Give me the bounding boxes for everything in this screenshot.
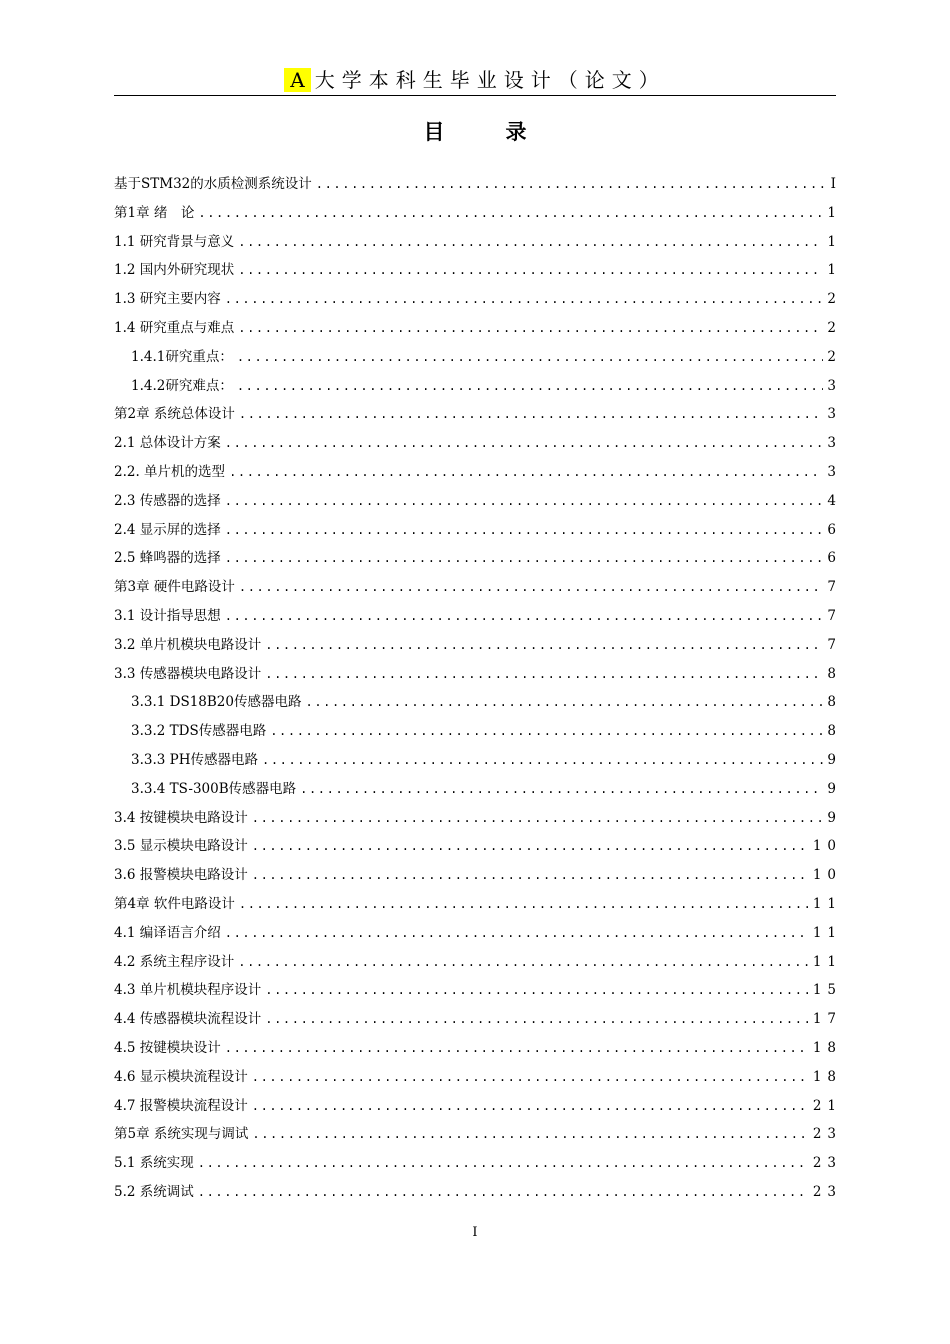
toc-entry[interactable] <box>114 1034 842 1063</box>
toc-entry-page: 11 <box>812 895 842 912</box>
toc-entry-page: 15 <box>812 982 842 999</box>
toc-dot-leader <box>252 832 809 861</box>
toc-entry-label: 3.3.1 DS18B20传感器电路 <box>131 694 302 711</box>
toc-dot-leader <box>225 544 824 573</box>
toc-entry-page: 6 <box>827 550 842 567</box>
toc-dot-leader <box>237 343 824 372</box>
toc-entry[interactable] <box>114 890 842 919</box>
toc-dot-leader <box>252 804 824 833</box>
toc-entry[interactable] <box>114 228 842 257</box>
toc-dot-leader <box>265 660 823 689</box>
toc-dot-leader <box>252 1120 808 1149</box>
toc-dot-leader <box>316 170 827 199</box>
toc-title: 目 录 <box>423 120 547 144</box>
toc-entry-page: 7 <box>827 579 842 596</box>
toc-entry[interactable] <box>114 573 842 602</box>
toc-entry[interactable] <box>114 1149 842 1178</box>
toc-entry-page: 3 <box>827 435 842 452</box>
toc-dot-leader <box>225 285 824 314</box>
toc-entry-page: 23 <box>812 1126 842 1143</box>
toc-entry[interactable] <box>114 717 842 746</box>
toc-entry-page: 3 <box>827 406 842 423</box>
toc-entry-page: 6 <box>827 521 842 538</box>
toc-entry-page: 11 <box>812 924 842 941</box>
toc-entry-page: 11 <box>812 953 842 970</box>
toc-entry-label: 3.4 按键模块电路设计 <box>114 809 248 826</box>
toc-dot-leader <box>239 400 824 429</box>
toc-entry-label: 1.2 国内外研究现状 <box>114 262 235 279</box>
toc-entry-label: 基于STM32的水质检测系统设计 <box>114 176 312 192</box>
toc-dot-leader <box>265 1005 809 1034</box>
toc-entry-label: 3.6 报警模块电路设计 <box>114 867 248 884</box>
toc-entry-page: 2 <box>827 348 842 365</box>
toc-dot-leader <box>225 919 809 948</box>
toc-dot-leader <box>238 256 823 285</box>
toc-entry-page: 1 <box>827 262 842 279</box>
toc-entry-page: 2 <box>827 291 842 308</box>
toc-dot-leader <box>265 631 823 660</box>
toc-entry-page: I <box>830 176 842 192</box>
toc-entry[interactable] <box>114 1092 842 1121</box>
toc-entry[interactable] <box>114 400 842 429</box>
toc-dot-leader <box>225 516 824 545</box>
toc-entry[interactable] <box>114 429 842 458</box>
toc-entry[interactable] <box>114 832 842 861</box>
toc-entry-label: 4.5 按键模块设计 <box>114 1039 221 1056</box>
toc-dot-leader <box>306 688 824 717</box>
toc-dot-leader <box>225 1034 809 1063</box>
toc-dot-leader <box>225 602 824 631</box>
toc-entry-label: 4.7 报警模块流程设计 <box>114 1097 248 1114</box>
toc-entry[interactable] <box>114 660 842 689</box>
toc-entry[interactable] <box>114 746 842 775</box>
toc-entry-label: 1.4.1研究重点： <box>131 348 233 365</box>
toc-entry-page: 23 <box>812 1155 842 1172</box>
toc-entry-label: 3.1 设计指导思想 <box>114 607 221 624</box>
toc-entry-page: 10 <box>812 867 842 884</box>
toc-entry[interactable] <box>114 458 842 487</box>
toc-entry[interactable] <box>114 948 842 977</box>
toc-entry-page: 18 <box>812 1068 842 1085</box>
toc-entry-label: 1.4 研究重点与难点 <box>114 319 235 336</box>
toc-entry[interactable] <box>114 919 842 948</box>
toc-entry-label: 第1章 绪 论 <box>114 204 195 221</box>
header-rule <box>114 95 836 96</box>
toc-entry[interactable] <box>114 285 842 314</box>
toc-entry[interactable] <box>114 343 842 372</box>
toc-entry-label: 2.3 传感器的选择 <box>114 492 221 509</box>
toc-entry-label: 第2章 系统总体设计 <box>114 406 235 423</box>
toc-dot-leader <box>239 573 824 602</box>
toc-entry-page: 8 <box>827 694 842 711</box>
toc-entry-label: 4.1 编译语言介绍 <box>114 924 221 941</box>
toc-entry[interactable] <box>114 1063 842 1092</box>
toc-entry-label: 1.3 研究主要内容 <box>114 291 221 308</box>
toc-entry-label: 5.2 系统调试 <box>114 1183 194 1200</box>
toc-entry-label: 第3章 硬件电路设计 <box>114 579 235 596</box>
toc-entry-page: 10 <box>812 838 842 855</box>
toc-dot-leader <box>238 314 823 343</box>
toc-entry-label: 2.4 显示屏的选择 <box>114 521 221 538</box>
toc-entry-page: 1 <box>827 233 842 250</box>
toc-entry[interactable] <box>114 688 842 717</box>
toc-dot-leader <box>252 1063 809 1092</box>
toc-entry-label: 2.5 蜂鸣器的选择 <box>114 550 221 567</box>
toc-entry-page: 1 <box>827 204 842 221</box>
toc-entry[interactable] <box>114 199 842 228</box>
toc-entry-page: 21 <box>812 1097 842 1114</box>
toc-entry-label: 5.1 系统实现 <box>114 1155 194 1172</box>
toc-dot-leader <box>198 1149 809 1178</box>
toc-entry[interactable] <box>114 1005 842 1034</box>
toc-entry[interactable] <box>114 1178 842 1207</box>
toc-entry[interactable] <box>114 516 842 545</box>
toc-dot-leader <box>198 1178 809 1207</box>
toc-entry-page: 17 <box>812 1011 842 1028</box>
toc-entry[interactable] <box>114 314 842 343</box>
toc-entry-label: 1.1 研究背景与意义 <box>114 233 235 250</box>
toc-entry[interactable] <box>114 976 842 1005</box>
toc-entry-label: 4.3 单片机模块程序设计 <box>114 982 262 999</box>
toc-entry[interactable] <box>114 631 842 660</box>
toc-entry-label: 第4章 软件电路设计 <box>114 895 235 912</box>
toc-entry-label: 3.3 传感器模块电路设计 <box>114 665 262 682</box>
toc-entry-label: 3.3.3 PH传感器电路 <box>131 751 258 768</box>
toc-entry-page: 9 <box>827 780 842 797</box>
toc-dot-leader <box>300 775 823 804</box>
toc-dot-leader <box>225 429 824 458</box>
toc-entry-label: 3.3.2 TDS传感器电路 <box>131 723 267 740</box>
toc-dot-leader <box>238 948 809 977</box>
toc-entry-label: 4.6 显示模块流程设计 <box>114 1068 248 1085</box>
toc-entry[interactable] <box>114 602 842 631</box>
toc-entry-page: 18 <box>812 1039 842 1056</box>
toc-entry[interactable] <box>114 487 842 516</box>
toc-entry-label: 2.1 总体设计方案 <box>114 435 221 452</box>
toc-entry-page: 8 <box>827 665 842 682</box>
toc-entry-page: 7 <box>827 636 842 653</box>
toc-entry[interactable] <box>114 372 842 401</box>
toc-entry-label: 4.4 传感器模块流程设计 <box>114 1011 262 1028</box>
toc-entry-page: 3 <box>827 377 842 394</box>
toc-dot-leader <box>252 861 809 890</box>
toc-entry-page: 9 <box>827 809 842 826</box>
toc-dot-leader <box>238 228 823 257</box>
toc-dot-leader <box>198 199 823 228</box>
toc-entry[interactable] <box>114 861 842 890</box>
toc-entry[interactable] <box>114 775 842 804</box>
toc-dot-leader <box>225 487 824 516</box>
toc-entry-page: 23 <box>812 1183 842 1200</box>
toc-entry[interactable] <box>114 1120 842 1149</box>
toc-entry-label: 3.3.4 TS-300B传感器电路 <box>131 780 297 797</box>
footer-page-number: I <box>472 1225 478 1240</box>
toc-entry-label: 3.2 单片机模块电路设计 <box>114 636 262 653</box>
toc-dot-leader <box>265 976 809 1005</box>
toc-dot-leader <box>237 372 824 401</box>
page-header <box>114 66 836 94</box>
toc-entry-page: 4 <box>827 492 842 509</box>
toc-dot-leader <box>229 458 823 487</box>
toc-entry-page: 3 <box>827 463 842 480</box>
toc-dot-leader <box>252 1092 809 1121</box>
toc-entry-label: 1.4.2研究难点： <box>131 377 233 394</box>
toc-entry-label: 2.2. 单片机的选型 <box>114 463 226 480</box>
toc-dot-leader <box>270 717 823 746</box>
toc-entry-label: 4.2 系统主程序设计 <box>114 953 235 970</box>
toc-dot-leader <box>239 890 809 919</box>
toc-dot-leader <box>262 746 823 775</box>
toc-entry[interactable] <box>114 256 842 285</box>
header-title: 大学本科生毕业设计（论文） <box>314 68 666 92</box>
toc-entry[interactable] <box>114 544 842 573</box>
toc-entry[interactable] <box>114 170 842 199</box>
toc-entry-page: 7 <box>827 607 842 624</box>
table-of-contents <box>114 170 842 1207</box>
toc-entry-label: 3.5 显示模块电路设计 <box>114 838 248 855</box>
toc-entry[interactable] <box>114 804 842 833</box>
toc-entry-page: 2 <box>827 319 842 336</box>
toc-entry-page: 9 <box>827 751 842 768</box>
header-highlight-mark: A <box>284 68 310 92</box>
toc-entry-label: 第5章 系统实现与调试 <box>114 1126 249 1143</box>
toc-entry-page: 8 <box>827 723 842 740</box>
